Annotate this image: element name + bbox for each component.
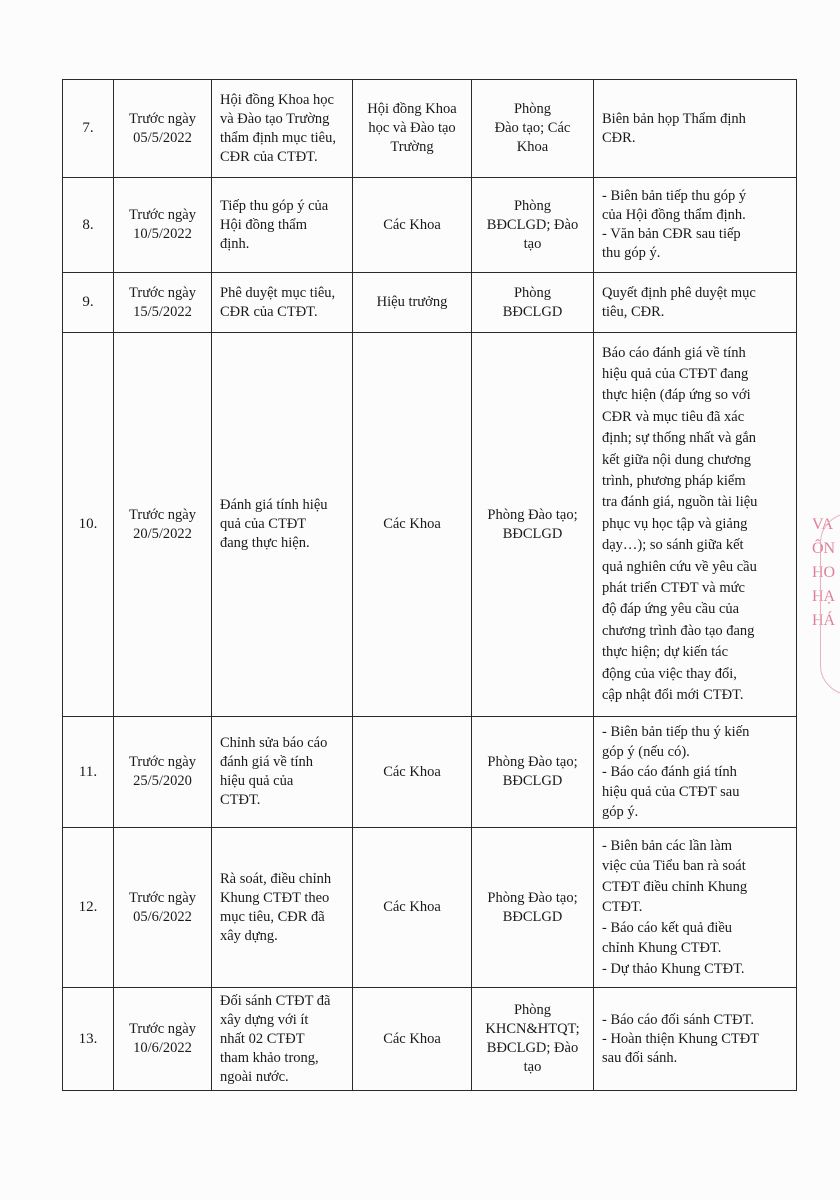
text-line: thu góp ý. [602,245,661,261]
text-line: - Biên bản các lần làm [602,837,733,854]
text-line: BĐCLGD [502,525,563,542]
text-line: KHCN&HTQT; [485,1021,580,1037]
text-line: - Báo cáo đối sánh CTĐT. [602,1011,754,1028]
text-line: sau đối sánh. [602,1049,678,1066]
responsible-cell [353,80,472,178]
text-line: Báo cáo đánh giá về tính [602,344,746,361]
text-line: Rà soát, điều chỉnh [220,870,332,887]
deadline-cell [114,717,212,828]
output-cell [594,80,797,178]
task-cell [212,717,353,828]
deadline-cell [114,988,212,1091]
text-line: việc của Tiểu ban rà soát [602,858,746,875]
text-line: Trước ngày [129,754,196,770]
row-number: 13. [63,988,114,1091]
text-line: góp ý (nếu có). [602,744,690,760]
responsible-cell [353,988,472,1091]
text-line: Trước ngày [129,889,196,906]
text-line: đánh giá về tính [220,754,314,770]
task-cell [212,333,353,717]
text-line: Trước ngày [129,207,196,223]
text-line: Trước ngày [129,506,196,523]
text-line: Phê duyệt mục tiêu, [220,284,336,301]
text-line: Phòng [513,101,552,117]
text-line: Tiếp thu góp ý của [220,197,329,214]
text-line: kết giữa nội dung chương [602,451,752,468]
text-line: Các Khoa [383,216,441,233]
text-line: Quyết định phê duyệt mục [602,284,756,301]
text-line: quả của CTĐT [220,516,307,532]
schedule-table [62,79,797,1091]
text-line: độ đáp ứng yêu cầu của [602,601,740,618]
text-line: tham khảo trong, [220,1049,319,1066]
text-line: - Biên bản tiếp thu góp ý [602,188,747,204]
seal-text: ÔN [812,540,836,557]
responsible-cell [353,333,472,717]
text-line: định. [220,235,250,252]
text-line: 15/5/2022 [133,303,192,320]
text-line: Hội đồng Khoa học [220,91,334,108]
table-row [63,333,797,717]
official-seal-fragment [812,513,840,698]
text-line: - Báo cáo kết quả điều [602,919,733,936]
text-line: 20/5/2022 [133,525,192,542]
text-line: Phòng Đào tạo; [487,754,578,770]
text-line: BĐCLGD [502,773,563,789]
text-line: Đánh giá tính hiệu [220,497,328,513]
seal-ring [820,513,840,695]
text-line: Các Khoa [383,763,441,780]
text-line: phát triển CTĐT và mức [602,580,745,597]
text-line: ngoài nước. [220,1068,289,1085]
row-number: 8. [63,178,114,273]
text-line: Các Khoa [383,899,441,915]
text-line: CTĐT. [602,899,643,916]
text-line: - Hoàn thiện Khung CTĐT [602,1030,760,1047]
text-line: Trước ngày [129,110,196,127]
text-line: và Đào tạo Trường [220,110,330,127]
text-line: Phòng [513,1002,552,1018]
schedule-table-body [63,80,797,1091]
text-line: xây dựng. [220,927,278,944]
text-line: động của việc thay đổi, [602,665,737,682]
task-cell [212,988,353,1091]
text-line: Khung CTĐT theo [220,889,330,906]
text-line: CTĐT. [220,792,261,808]
text-line: mục tiêu, CĐR đã [220,908,325,925]
text-line: Các Khoa [383,516,441,532]
text-line: Trước ngày [129,284,196,301]
text-line: Chỉnh sửa báo cáo [220,735,328,751]
text-line: BĐCLGD [502,303,563,320]
text-line: định; sự thống nhất và gắn [602,430,757,447]
responsible-cell [353,717,472,828]
text-line: quả nghiên cứu về yêu cầu [602,558,757,575]
table-row [63,717,797,828]
task-cell [212,828,353,988]
table-row [63,273,797,333]
text-line: CTĐT điều chỉnh Khung [602,878,748,895]
deadline-cell [114,333,212,717]
text-line: cập nhật đổi mới CTĐT. [602,687,744,704]
row-number: 10. [63,333,114,717]
deadline-cell [114,178,212,273]
seal-text: HÁ [812,612,836,629]
output-cell [594,717,797,828]
text-line: Khoa [516,139,549,155]
unit-cell [472,988,594,1091]
text-line: phục vụ học tập và giảng [602,515,748,532]
text-line: hiệu quả của CTĐT đang [602,365,749,382]
unit-cell [472,828,594,988]
text-line: BĐCLGD [502,908,563,925]
text-line: Trước ngày [129,1021,196,1037]
text-line: thực hiện (đáp ứng so với [602,387,751,404]
text-line: BĐCLGD; Đào [486,1040,579,1056]
unit-cell [472,178,594,273]
text-line: BĐCLGD; Đào [486,216,579,233]
text-line: - Báo cáo đánh giá tính [602,764,737,780]
unit-cell [472,333,594,717]
output-cell [594,988,797,1091]
task-cell [212,178,353,273]
row-number: 12. [63,828,114,988]
task-cell [212,273,353,333]
row-number: 11. [63,717,114,828]
text-line: Các Khoa [383,1030,441,1047]
output-cell [594,828,797,988]
text-line: Hội đồng Khoa [367,101,457,117]
text-line: tạo [523,235,542,252]
text-line: của Hội đồng thẩm định. [602,207,746,223]
text-line: thực hiện; dự kiến tác [602,644,729,661]
text-line: chương trình đào tạo đang [602,622,755,639]
text-line: Phòng [513,284,552,301]
text-line: Phòng [513,197,552,214]
text-line: tiêu, CĐR. [602,303,665,320]
text-line: tra đánh giá, nguồn tài liệu [602,494,758,511]
text-line: 10/6/2022 [133,1040,192,1056]
text-line: tạo [523,1059,542,1075]
text-line: CĐR và mục tiêu đã xác [602,408,745,425]
text-line: Hiệu trưởng [376,294,448,310]
unit-cell [472,717,594,828]
text-line: - Văn bản CĐR sau tiếp [602,226,741,242]
table-row [63,178,797,273]
text-line: CĐR của CTĐT. [220,303,318,320]
text-line: góp ý. [602,804,639,820]
seal-text: VA [812,516,834,533]
seal-text: HẠ [812,588,836,605]
deadline-cell [114,80,212,178]
text-line: hiệu quả của [220,773,294,789]
deadline-cell [114,828,212,988]
responsible-cell [353,273,472,333]
text-line: Trường [390,139,434,155]
text-line: dạy…); so sánh giữa kết [602,537,744,554]
text-line: xây dựng với ít [220,1011,309,1028]
text-line: 05/6/2022 [133,908,192,925]
text-line: Phòng Đào tạo; [487,889,578,906]
responsible-cell [353,828,472,988]
text-line: chỉnh Khung CTĐT. [602,940,722,957]
row-number: 7. [63,80,114,178]
row-number: 9. [63,273,114,333]
text-line: hiệu quả của CTĐT sau [602,784,740,800]
text-line: CĐR của CTĐT. [220,148,318,165]
output-cell [594,178,797,273]
text-line: thẩm định mục tiêu, [220,129,336,146]
responsible-cell [353,178,472,273]
table-row [63,80,797,178]
text-line: Hội đồng thẩm [220,216,307,233]
output-cell [594,333,797,717]
seal-text: HO [812,564,836,581]
text-line: học và Đào tạo [368,120,456,136]
text-line: CĐR. [602,129,636,146]
text-line: - Biên bản tiếp thu ý kiến [602,724,750,740]
deadline-cell [114,273,212,333]
text-line: - Dự thảo Khung CTĐT. [602,960,745,977]
text-line: 05/5/2022 [133,129,192,146]
task-cell [212,80,353,178]
text-line: Đối sánh CTĐT đã [220,992,331,1009]
text-line: 10/5/2022 [133,226,192,242]
text-line: trình, phương pháp kiểm [602,472,746,489]
output-cell [594,273,797,333]
table-row [63,828,797,988]
text-line: Phòng Đào tạo; [487,506,578,523]
text-line: Biên bản họp Thẩm định [602,110,746,127]
text-line: đang thực hiện. [220,535,310,551]
unit-cell [472,273,594,333]
unit-cell [472,80,594,178]
text-line: 25/5/2020 [133,773,192,789]
table-row [63,988,797,1091]
text-line: nhất 02 CTĐT [220,1030,305,1047]
text-line: Đào tạo; Các [494,120,571,136]
